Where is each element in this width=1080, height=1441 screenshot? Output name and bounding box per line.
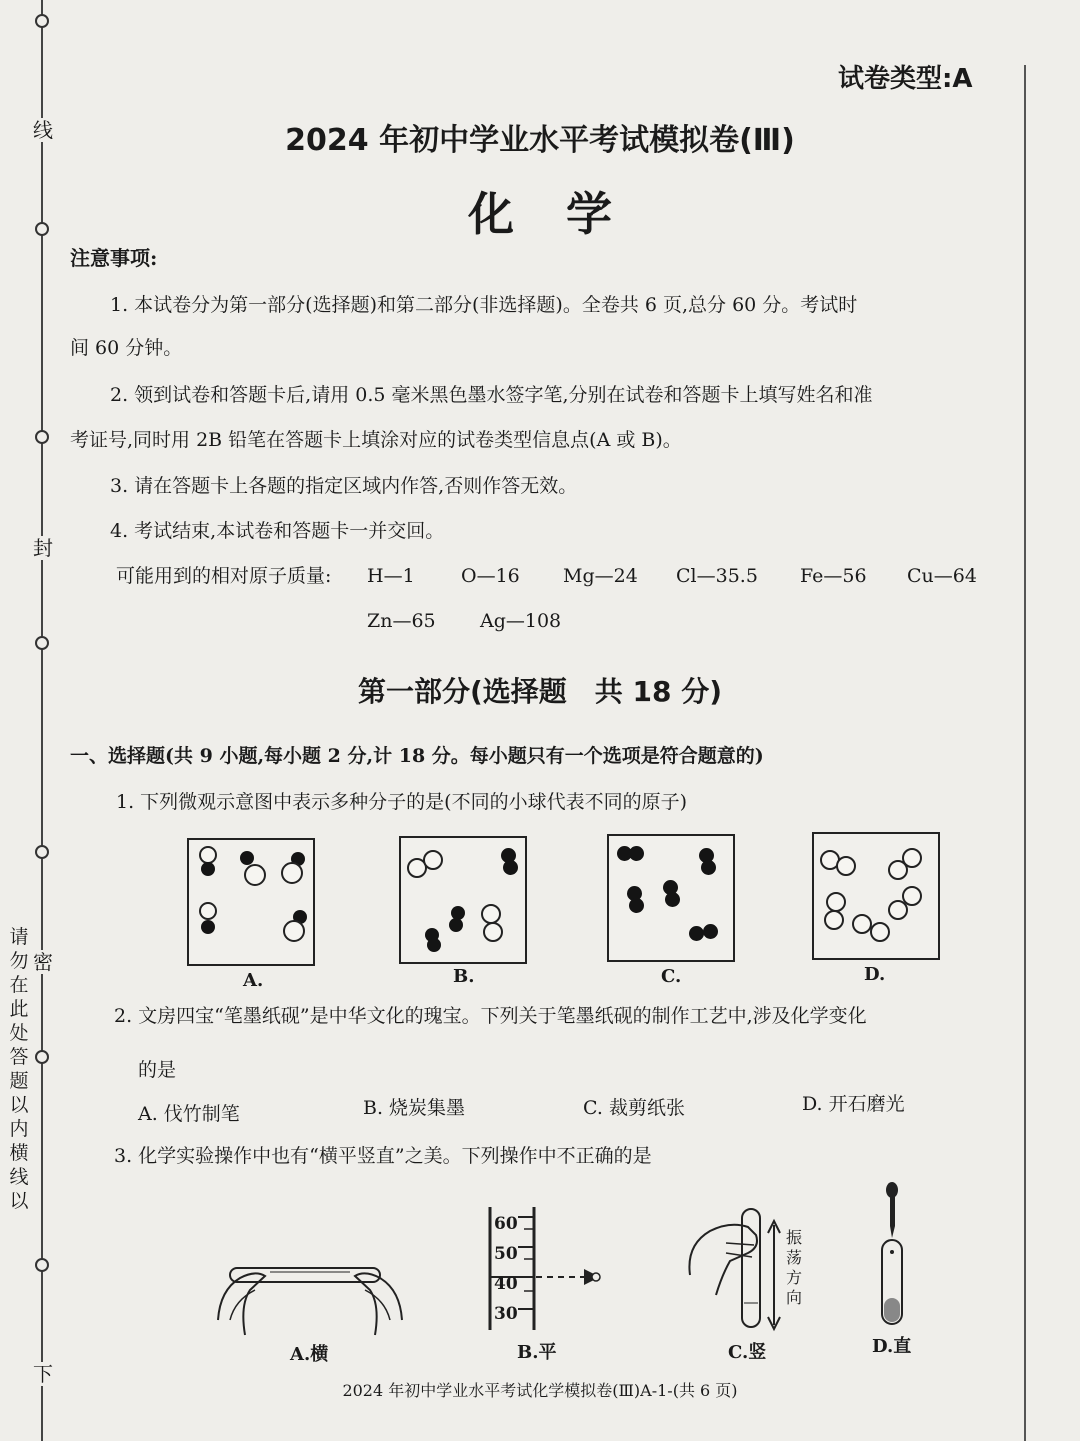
q3-label-d: D.直 [872, 1336, 912, 1357]
atomic-mass: Mg—24 [563, 565, 638, 587]
atom-white [283, 920, 305, 942]
binding-char-seal: 封 [33, 536, 53, 560]
binding-char-secret: 密 [33, 950, 53, 974]
atom-white [824, 910, 844, 930]
q1-diagram-c [607, 834, 735, 962]
atom-black [689, 926, 704, 941]
q2-stem-cont: 的是 [138, 1059, 177, 1081]
note-item-1-cont: 间 60 分钟。 [70, 337, 183, 359]
exam-title: 2024 年初中学业水平考试模拟卷(Ⅲ) [285, 123, 795, 158]
binding-hole [35, 430, 49, 444]
note-item-1: 1. 本试卷分为第一部分(选择题)和第二部分(非选择题)。全卷共 6 页,总分 60 分。考试时 [110, 294, 858, 316]
cylinder-tick-30: 30 [494, 1304, 518, 1324]
note-item-2: 2. 领到试卷和答题卡后,请用 0.5 毫米黑色墨水签字笔,分别在试卷和答题卡上填写姓名和准 [110, 384, 873, 406]
atom-black [240, 851, 254, 865]
atom-black [665, 892, 680, 907]
q2-stem: 2. 文房四宝“笔墨纸砚”是中华文化的瑰宝。下列关于笔墨纸砚的制作工艺中,涉及化学变化 [114, 1005, 867, 1027]
shake-text-4: 向 [786, 1288, 803, 1307]
atom-black [503, 860, 518, 875]
cylinder-tick-50: 50 [494, 1244, 518, 1264]
atom-white [281, 862, 303, 884]
atom-white [826, 892, 846, 912]
binding-hole [35, 845, 49, 859]
binding-char-line: 线 [33, 118, 53, 142]
binding-hole [35, 1050, 49, 1064]
binding-hole [35, 636, 49, 650]
q1-label-c: C. [661, 966, 682, 987]
q3-label-a: A.横 [290, 1344, 329, 1365]
q3-label-c: C.竖 [728, 1342, 767, 1363]
q2-option-a: A. 伐竹制笔 [138, 1103, 240, 1125]
atomic-mass: Ag—108 [480, 610, 562, 632]
atom-black [703, 924, 718, 939]
shake-text-2: 荡 [786, 1248, 803, 1267]
q3-figure-c-shaking-tube [686, 1205, 796, 1335]
q2-option-c: C. 裁剪纸张 [583, 1097, 685, 1119]
binding-char-down: 下 [33, 1362, 53, 1386]
cylinder-tick-60: 60 [494, 1214, 518, 1234]
paper-type: 试卷类型:A [838, 64, 973, 94]
atom-white [902, 886, 922, 906]
atom-white [199, 902, 217, 920]
q3-figure-d-dropper [876, 1180, 916, 1330]
q3-stem: 3. 化学实验操作中也有“横平竖直”之美。下列操作中不正确的是 [114, 1145, 652, 1167]
q1-stem: 1. 下列微观示意图中表示多种分子的是(不同的小球代表不同的原子) [116, 791, 687, 813]
shake-text-3: 方 [786, 1268, 803, 1287]
atom-black [701, 860, 716, 875]
part1-title: 第一部分(选择题 共 18 分) [357, 675, 723, 708]
atom-white [870, 922, 890, 942]
q2-option-b: B. 烧炭集墨 [363, 1097, 466, 1119]
atom-black [427, 938, 441, 952]
atom-black [201, 862, 215, 876]
cylinder-tick-40: 40 [494, 1274, 518, 1294]
q1-diagram-d [812, 832, 940, 960]
atom-black [629, 846, 644, 861]
q1-label-d: D. [864, 964, 886, 985]
atom-black [449, 918, 463, 932]
atomic-mass: Zn—65 [367, 610, 436, 632]
atom-white [483, 922, 503, 942]
section-instructions: 一、选择题(共 9 小题,每小题 2 分,计 18 分。每小题只有一个选项是符合题意的) [70, 745, 764, 767]
atomic-mass: H—1 [367, 565, 415, 587]
atomic-mass: Fe—56 [800, 565, 867, 587]
atomic-mass: O—16 [461, 565, 520, 587]
atom-white [902, 848, 922, 868]
atom-white [836, 856, 856, 876]
binding-note: 请勿在此处答题以内横线以 [9, 926, 29, 1212]
q3-label-b: B.平 [517, 1342, 557, 1363]
note-item-2-cont: 考证号,同时用 2B 铅笔在答题卡上填涂对应的试卷类型信息点(A 或 B)。 [70, 429, 682, 451]
atom-white [852, 914, 872, 934]
q2-option-d: D. 开石磨光 [802, 1093, 905, 1115]
atomic-mass: Cl—35.5 [676, 565, 758, 587]
q3-figure-a-horizontal-tube [210, 1250, 410, 1340]
note-item-3: 3. 请在答题卡上各题的指定区域内作答,否则作答无效。 [110, 475, 578, 497]
atom-white [423, 850, 443, 870]
note-item-4: 4. 考试结束,本试卷和答题卡一并交回。 [110, 520, 445, 542]
atom-black [629, 898, 644, 913]
atomic-mass: Cu—64 [907, 565, 977, 587]
subject-title: 化学 [468, 187, 664, 241]
page-footer: 2024 年初中学业水平考试化学模拟卷(Ⅲ)A-1-(共 6 页) [342, 1381, 738, 1400]
q1-diagram-b [399, 836, 527, 964]
atomic-mass-label: 可能用到的相对原子质量: [116, 565, 332, 587]
atom-black [201, 920, 215, 934]
binding-hole [35, 14, 49, 28]
notes-heading: 注意事项: [70, 246, 158, 270]
atom-white [244, 864, 266, 886]
atom-white [481, 904, 501, 924]
shake-text-1: 振 [786, 1228, 803, 1247]
right-margin-rule [1024, 65, 1026, 1441]
q1-diagram-a [187, 838, 315, 966]
q1-label-b: B. [453, 966, 475, 987]
binding-hole [35, 1258, 49, 1272]
q1-label-a: A. [243, 970, 264, 991]
